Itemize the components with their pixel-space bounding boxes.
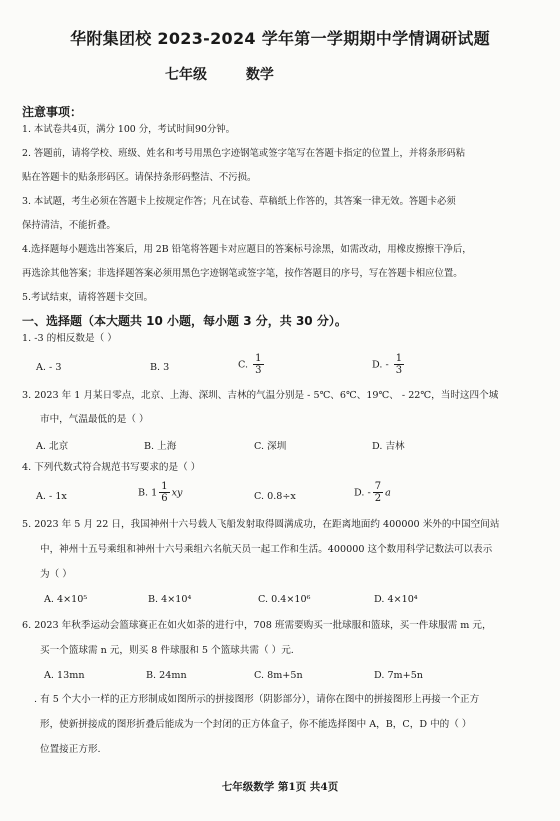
q4-option-c: C. 0.8÷x [254,491,296,502]
q6-option-d: D. 7m+5n [374,670,423,681]
notes-heading: 注意事项： [22,105,83,119]
note-line: 4.选择题每小题选出答案后，用 2B 铅笔将答题卡对应题目的答案标号涂黑，如需改动，用橡皮擦擦干净后， [22,244,472,255]
exam-title: 华附集团校 2023-2024 学年第一学期期中学情调研试题 [70,29,490,48]
question-5-stem-end: 为（ ） [40,569,72,580]
q3-option-d: D. 吉林 [372,441,405,452]
question-3-stem: 3. 2023 年 1 月某日零点，北京、上海、深圳、吉林的气温分别是 - 5℃、6℃、19℃、 - 22℃，当时这四个城 [22,390,499,401]
q6-option-c: C. 8m+5n [254,670,303,681]
question-6-stem-cont: 买一个篮球需 n 元，则买 8 件球服和 5 个篮球共需（ ）元. [40,645,294,656]
q5-option-d: D. 4×10⁴ [374,594,418,605]
q1-option-c: C. $\frac{1}{3}$ [238,353,262,376]
q4-option-d: D. - $\frac{7}{2}$ a [354,481,391,504]
q3-option-c: C. 深圳 [254,441,287,452]
q5-option-b: B. 4×10⁴ [148,594,192,605]
note-line: 3. 本试题，考生必须在答题卡上按规定作答；凡在试卷、草稿纸上作答的，其答案一律无效。答题卡必须 [22,196,456,207]
question-7-stem-end: 位置接正方形. [40,744,101,755]
note-line: 2. 答题前，请将学校、班级、姓名和考号用黑色字迹钢笔或签字笔写在答题卡指定的位置上，并将条形码粘 [22,148,466,159]
q6-option-a: A. 13mn [44,670,85,681]
q3-option-a: A. 北京 [36,441,69,452]
question-7-stem: . 有 5 个大小一样的正方形制成如图所示的拼接图形（阴影部分），请你在图中的拼接图形上再接一个正方 [34,694,480,705]
question-7-stem-cont: 形，使新拼接成的图形折叠后能成为一个封闭的正方体盒子，你不能选择图中 A，B，C，D 中的（ ） [40,719,472,730]
question-1-stem: 1. -3 的相反数是（ ） [22,333,117,344]
question-6-stem: 6. 2023 年秋季运动会篮球赛正在如火如荼的进行中，708 班需要购买一批球服和篮球，买一件球服需 m 元， [22,620,492,631]
question-4-stem: 4. 下列代数式符合规范书写要求的是（ ） [22,462,201,473]
q1-option-b: B. 3 [150,362,170,373]
q4-option-b: B. 1 $\frac{1}{6}$ xy [138,481,183,504]
q6-option-b: B. 24mn [146,670,187,681]
question-5-stem: 5. 2023 年 5 月 22 日，我国神州十六号载人飞船发射取得圆满成功，在距离地面约 400000 米外的中国空间站 [22,519,500,530]
page-footer: 七年级数学 第1页 共4页 [221,781,339,793]
note-line: 再选涂其他答案；非选择题答案必须用黑色字迹钢笔或签字笔，按作答题目的序号，写在答题卡相应位置。 [22,268,463,279]
section-title: 一、选择题（本大题共 10 小题，每小题 3 分，共 30 分）。 [22,314,347,328]
q1-option-a: A. - 3 [36,362,62,373]
q3-option-b: B. 上海 [144,441,177,452]
question-3-stem-cont: 市中，气温最低的是（ ） [40,414,149,425]
note-line: 贴在答题卡的贴条形码区。请保持条形码整洁、不污损。 [22,172,257,183]
q5-option-a: A. 4×10⁵ [44,594,88,605]
note-line: 1. 本试卷共4页，满分 100 分，考试时间90分钟。 [22,124,236,135]
q4-option-a: A. - 1x [36,491,67,502]
note-line: 保持清洁，不能折叠。 [22,220,116,231]
note-line: 5.考试结束，请将答题卡交回。 [22,292,153,303]
question-5-stem-cont: 中，神州十五号乘组和神州十六号乘组六名航天员一起工作和生活。400000 这个数用科学记数法可以表示 [40,544,493,555]
exam-subtitle [165,64,274,84]
grade-label: 七年级 [165,67,207,83]
q5-option-c: C. 0.4×10⁶ [258,594,311,605]
subject-label: 数学 [245,67,274,83]
q1-option-d: D. - $\frac{1}{3}$ [372,353,403,376]
